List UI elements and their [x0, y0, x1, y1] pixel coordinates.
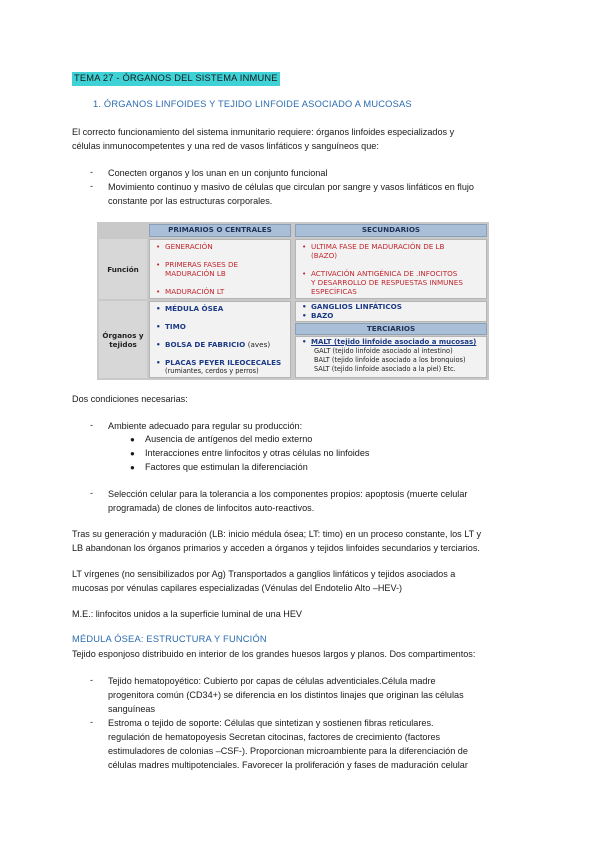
dash-marker: -	[90, 420, 94, 430]
intro-line-2: células inmunocompetentes y una red de vasos linfáticos y sanguíneos que:	[72, 141, 379, 151]
primary-organ-note: (aves)	[247, 340, 271, 349]
primary-organ-item: PLACAS PEYER ILEOCECALES	[165, 358, 282, 367]
condition-2-line-2: programada) de clones de linfocitos auto-reactivos.	[108, 503, 315, 513]
dash-marker: -	[90, 717, 94, 727]
dash-item-2-line-2: constante por las estructuras corporales.	[108, 196, 273, 206]
primary-function-cell: • GENERACIÓN • PRIMERAS FASES DE MADURACIÓN LB • MADURACIÓN LT	[149, 239, 291, 299]
tertiary-cell: • MALT (tejido linfoide asociado a mucosas) GALT (tejido linfoide asociado al intestino) BALT (tejido linfoide asociado a los bronquios) SALT (tejido linfoide asociado a la piel) Etc.	[295, 336, 487, 378]
header-secondary: SECUNDARIOS	[295, 224, 487, 237]
compartment-1-line-2: progenitora común (CD34+) se diferencia en los distintos linajes que originan las células	[108, 690, 464, 700]
tertiary-item-salt: SALT (tejido linfoide asociado a la piel) Etc.	[314, 365, 456, 373]
secondary-function-cell: • ULTIMA FASE DE MADURACIÓN DE LB (BAZO) • ACTIVACIÓN ANTIGÉNICA DE .INFOCITOS Y DESARROLLO DE RESPUESTAS INMUNES ESPECÍFICAS	[295, 239, 487, 299]
compartment-2-line-4: células madres multipotenciales. Favorecer la proliferación y fases de maduración celular	[108, 760, 468, 770]
primary-organ-item: MÉDULA ÓSEA	[165, 304, 224, 313]
dash-marker: -	[90, 488, 94, 498]
dash-item-1: Conecten organos y los unan en un conjunto funcional	[108, 168, 328, 178]
header-tertiary: TERCIARIOS	[295, 323, 487, 335]
compartment-1-line-1: Tejido hematopoyético: Cubierto por capas de células adventiciales.Célula madre	[108, 676, 436, 686]
primary-organs-cell: • MÉDULA ÓSEA • TIMO • BOLSA DE FABRICIO (aves) • PLACAS PEYER ILEOCECALES (rumiantes, cerdos y perros)	[149, 301, 291, 378]
intro-line-1: El correcto funcionamiento del sistema inmunitario requiere: órganos linfoides especializados y	[72, 127, 455, 137]
secondary-organs-cell: • GANGLIOS LINFÁTICOS • BAZO	[295, 301, 487, 322]
dash-marker: -	[90, 181, 94, 191]
row-label-function: Función	[99, 239, 147, 299]
para-lt-line-2: LB abandonan los órganos primarios y acceden a órganos y tejidos linfoides secundarios y terciarios.	[72, 543, 480, 553]
section2-intro: Tejido esponjoso distribuido en interior de los grandes huesos largos y planos. Dos compartimentos:	[72, 649, 476, 659]
conditions-title: Dos condiciones necesarias:	[72, 394, 188, 404]
para-lt-line-1: Tras su generación y maduración (LB: inicio médula ósea; LT: timo) en un proceso constante, los LT y	[72, 529, 482, 539]
tertiary-item-galt: GALT (tejido linfoide asociado al intestino)	[314, 347, 453, 355]
secondary-organ-item: GANGLIOS LINFÁTICOS	[311, 302, 402, 311]
condition-bullet-3: Factores que estimulan la diferenciación	[145, 462, 308, 472]
compartment-1-line-3: sanguíneas	[108, 704, 156, 714]
para-virgin-line-1: LT vírgenes (no sensibilizados por Ag) Transportados a ganglios linfáticos y tejidos asociados a	[72, 569, 456, 579]
primary-function-item: MADURACIÓN LT	[165, 287, 225, 296]
condition-bullet-2: Interacciones entre linfocitos y otras células no linfoides	[145, 448, 370, 458]
primary-organ-item: BOLSA DE FABRICIO	[165, 340, 246, 349]
condition-bullet-1: Ausencia de antígenos del medio externo	[145, 434, 313, 444]
section-heading-medula: MÉDULA ÓSEA: ESTRUCTURA Y FUNCIÓN	[72, 634, 267, 644]
organs-table-figure	[97, 222, 489, 380]
secondary-function-item: ACTIVACIÓN ANTIGÉNICA DE .INFOCITOS	[311, 269, 458, 278]
compartment-2-line-1: Estroma o tejido de soporte: Células que sintetizan y sostienen fibras reticulares.	[108, 718, 434, 728]
compartment-2-line-2: regulación de hematopoyesis Secretan citocinas, factores de crecimiento (factores	[108, 732, 441, 742]
secondary-function-item: ULTIMA FASE DE MADURACIÓN DE LB	[311, 242, 445, 251]
primary-function-item: PRIMERAS FASES DE	[165, 260, 239, 269]
secondary-function-item: ESPECÍFICAS	[311, 287, 357, 296]
bullet-marker: ●	[130, 449, 135, 458]
dash-marker: -	[90, 167, 94, 177]
bullet-marker: ●	[130, 463, 135, 472]
secondary-function-item: Y DESARROLLO DE RESPUESTAS INMUNES	[311, 278, 463, 287]
condition-1: Ambiente adecuado para regular su producción:	[108, 421, 303, 431]
bullet-marker: ●	[130, 435, 135, 444]
para-virgin-line-2: mucosas por vénulas capilares especializadas (Vénulas del Endotelio Alto –HEV-)	[72, 583, 403, 593]
tertiary-item-balt: BALT (tejido linfoide asociado a los bronquios)	[314, 356, 466, 364]
condition-2-line-1: Selección celular para la tolerancia a los componentes propios: apoptosis (muerte celular	[108, 489, 468, 499]
document-title: TEMA 27 - ÓRGANOS DEL SISTEMA INMUNE	[72, 72, 280, 86]
row-label-organs-line-1: Órganos y	[102, 330, 144, 340]
compartment-2-line-3: estimuladores de colonias –CSF-). Proporcionan microambiente para la diferenciación de	[108, 746, 468, 756]
section-heading-organos: 1. ÓRGANOS LINFOIDES Y TEJIDO LINFOIDE ASOCIADO A MUCOSAS	[93, 99, 412, 109]
row-label-organs-line-2: tejidos	[109, 339, 137, 349]
dash-item-2-line-1: Movimiento continuo y masivo de células que circulan por sangre y vasos linfáticos en flujo	[108, 182, 474, 192]
secondary-function-item: (BAZO)	[311, 251, 338, 260]
primary-organ-note: (rumiantes, cerdos y perros)	[165, 367, 259, 375]
primary-organ-item: TIMO	[165, 322, 186, 331]
secondary-organ-item: BAZO	[311, 311, 334, 320]
para-me: M.E.: linfocitos unidos a la superficie luminal de una HEV	[72, 609, 302, 619]
header-primary: PRIMARIOS O CENTRALES	[149, 224, 291, 237]
tertiary-item-malt: MALT (tejido linfoide asociado a mucosas)	[311, 338, 477, 346]
row-label-organs	[99, 301, 147, 378]
primary-function-item: GENERACIÓN	[165, 242, 213, 251]
dash-marker: -	[90, 675, 94, 685]
primary-function-item: MADURACIÓN LB	[165, 269, 226, 278]
